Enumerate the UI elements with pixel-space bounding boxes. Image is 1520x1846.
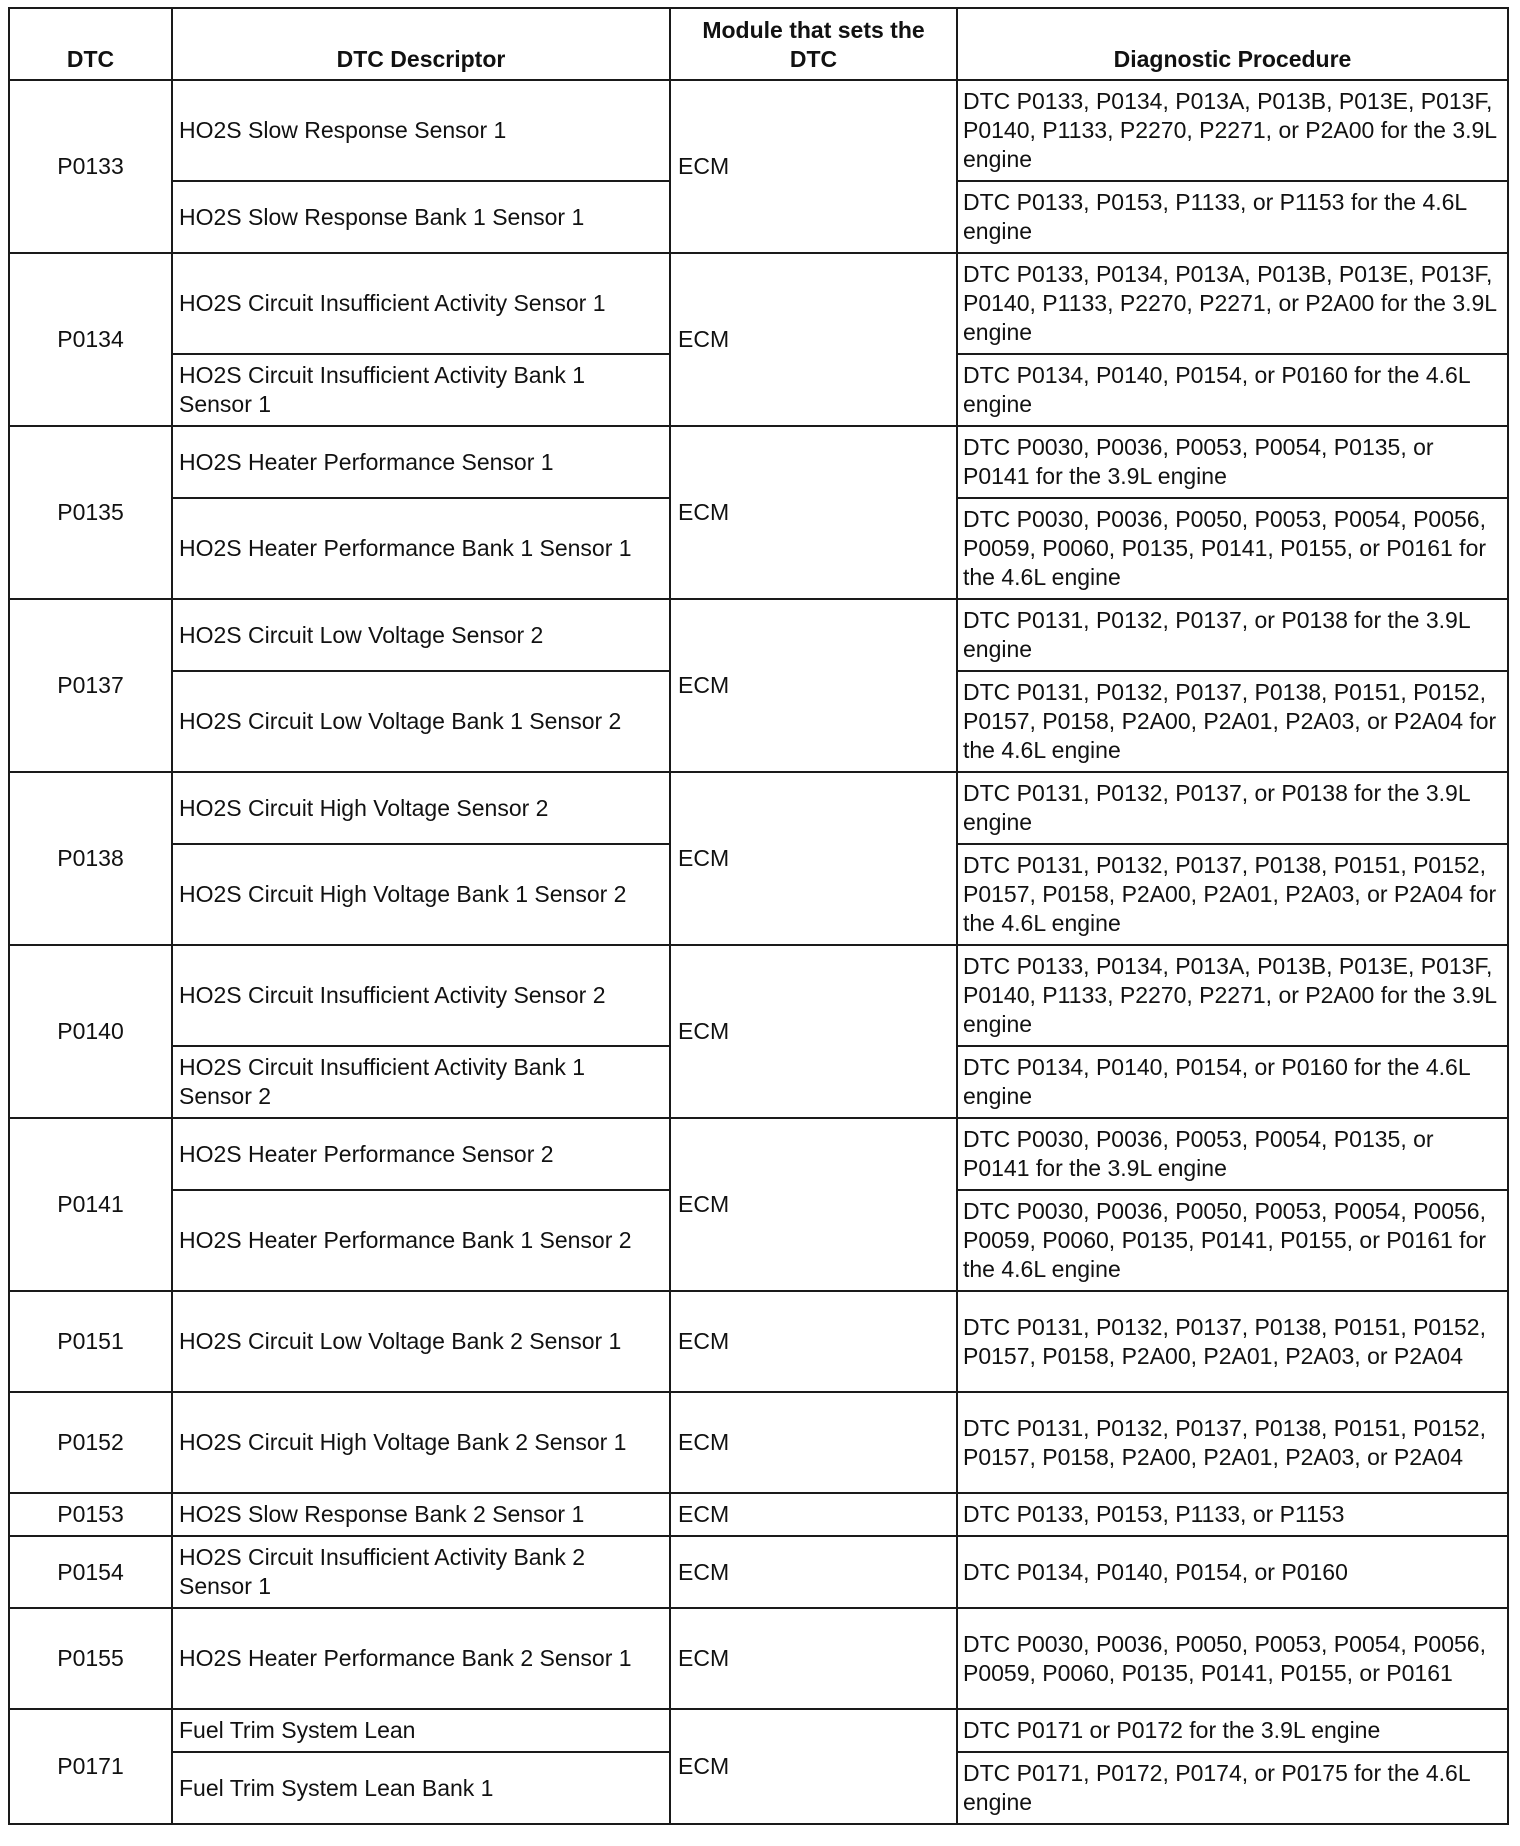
diagnostic-procedure: DTC P0171, P0172, P0174, or P0175 for the 4.6L engine (957, 1752, 1508, 1824)
diagnostic-procedure: DTC P0133, P0134, P013A, P013B, P013E, P013F, P0140, P1133, P2270, P2271, or P2A00 for the 3.9L engine (957, 945, 1508, 1046)
module-name: ECM (670, 80, 957, 253)
diagnostic-procedure: DTC P0133, P0153, P1133, or P1153 for the 4.6L engine (957, 181, 1508, 253)
dtc-descriptor: Fuel Trim System Lean (172, 1709, 670, 1752)
diagnostic-procedure: DTC P0131, P0132, P0137, P0138, P0151, P0152, P0157, P0158, P2A00, P2A01, P2A03, or P2A04 (957, 1291, 1508, 1392)
header-row (9, 8, 1508, 80)
dtc-code: P0152 (9, 1392, 172, 1493)
dtc-code: P0155 (9, 1608, 172, 1709)
module-name: ECM (670, 945, 957, 1118)
dtc-code: P0135 (9, 426, 172, 599)
module-name: ECM (670, 1536, 957, 1608)
dtc-descriptor: Fuel Trim System Lean Bank 1 (172, 1752, 670, 1824)
dtc-descriptor: HO2S Circuit Insufficient Activity Sensor 2 (172, 945, 670, 1046)
diagnostic-procedure: DTC P0133, P0153, P1133, or P1153 (957, 1493, 1508, 1536)
diagnostic-procedure: DTC P0134, P0140, P0154, or P0160 for the 4.6L engine (957, 1046, 1508, 1118)
dtc-code: P0171 (9, 1709, 172, 1824)
diagnostic-procedure: DTC P0131, P0132, P0137, P0138, P0151, P0152, P0157, P0158, P2A00, P2A01, P2A03, or P2A04 for the 4.6L engine (957, 671, 1508, 772)
dtc-code: P0141 (9, 1118, 172, 1291)
dtc-descriptor: HO2S Circuit High Voltage Sensor 2 (172, 772, 670, 844)
dtc-code: P0151 (9, 1291, 172, 1392)
dtc-descriptor: HO2S Circuit Insufficient Activity Bank 1 Sensor 2 (172, 1046, 670, 1118)
dtc-descriptor: HO2S Circuit High Voltage Bank 2 Sensor 1 (172, 1392, 670, 1493)
diagnostic-procedure: DTC P0030, P0036, P0053, P0054, P0135, or P0141 for the 3.9L engine (957, 1118, 1508, 1190)
dtc-code: P0138 (9, 772, 172, 945)
diagnostic-procedure: DTC P0131, P0132, P0137, P0138, P0151, P0152, P0157, P0158, P2A00, P2A01, P2A03, or P2A04 (957, 1392, 1508, 1493)
module-name: ECM (670, 1709, 957, 1824)
diagnostic-procedure: DTC P0131, P0132, P0137, P0138, P0151, P0152, P0157, P0158, P2A00, P2A01, P2A03, or P2A04 for the 4.6L engine (957, 844, 1508, 945)
table-row (9, 599, 1508, 671)
header-procedure: Diagnostic Procedure (957, 8, 1508, 80)
table-row (9, 1608, 1508, 1709)
diagnostic-procedure: DTC P0030, P0036, P0050, P0053, P0054, P0056, P0059, P0060, P0135, P0141, P0155, or P0161 for the 4.6L engine (957, 498, 1508, 599)
table-row (9, 1536, 1508, 1608)
table-row (9, 1118, 1508, 1190)
dtc-code: P0154 (9, 1536, 172, 1608)
table-row (9, 945, 1508, 1046)
dtc-code: P0153 (9, 1493, 172, 1536)
diagnostic-procedure: DTC P0131, P0132, P0137, or P0138 for the 3.9L engine (957, 772, 1508, 844)
table-row (9, 1709, 1508, 1752)
dtc-descriptor: HO2S Circuit Insufficient Activity Bank 2 Sensor 1 (172, 1536, 670, 1608)
dtc-code: P0137 (9, 599, 172, 772)
module-name: ECM (670, 1291, 957, 1392)
dtc-descriptor: HO2S Heater Performance Bank 1 Sensor 1 (172, 498, 670, 599)
diagnostic-procedure: DTC P0030, P0036, P0050, P0053, P0054, P0056, P0059, P0060, P0135, P0141, P0155, or P0161 (957, 1608, 1508, 1709)
table-row (9, 1392, 1508, 1493)
dtc-code: P0134 (9, 253, 172, 426)
dtc-descriptor: HO2S Circuit Insufficient Activity Bank 1 Sensor 1 (172, 354, 670, 426)
dtc-descriptor: HO2S Circuit Low Voltage Bank 1 Sensor 2 (172, 671, 670, 772)
module-name: ECM (670, 253, 957, 426)
table-row (9, 1291, 1508, 1392)
module-name: ECM (670, 1118, 957, 1291)
dtc-descriptor: HO2S Slow Response Bank 2 Sensor 1 (172, 1493, 670, 1536)
module-name: ECM (670, 1493, 957, 1536)
dtc-code: P0140 (9, 945, 172, 1118)
dtc-descriptor: HO2S Circuit Low Voltage Bank 2 Sensor 1 (172, 1291, 670, 1392)
dtc-descriptor: HO2S Heater Performance Bank 1 Sensor 2 (172, 1190, 670, 1291)
dtc-descriptor: HO2S Heater Performance Sensor 2 (172, 1118, 670, 1190)
module-name: ECM (670, 426, 957, 599)
dtc-descriptor: HO2S Slow Response Bank 1 Sensor 1 (172, 181, 670, 253)
dtc-descriptor: HO2S Heater Performance Sensor 1 (172, 426, 670, 498)
table-row (9, 80, 1508, 181)
dtc-table (8, 7, 1509, 1825)
dtc-code: P0133 (9, 80, 172, 253)
diagnostic-procedure: DTC P0171 or P0172 for the 3.9L engine (957, 1709, 1508, 1752)
table-row (9, 426, 1508, 498)
header-dtc: DTC (9, 8, 172, 80)
module-name: ECM (670, 599, 957, 772)
diagnostic-procedure: DTC P0133, P0134, P013A, P013B, P013E, P013F, P0140, P1133, P2270, P2271, or P2A00 for the 3.9L engine (957, 80, 1508, 181)
module-name: ECM (670, 772, 957, 945)
diagnostic-procedure: DTC P0131, P0132, P0137, or P0138 for the 3.9L engine (957, 599, 1508, 671)
diagnostic-procedure: DTC P0134, P0140, P0154, or P0160 for the 4.6L engine (957, 354, 1508, 426)
diagnostic-procedure: DTC P0030, P0036, P0053, P0054, P0135, or P0141 for the 3.9L engine (957, 426, 1508, 498)
table-row (9, 253, 1508, 354)
diagnostic-procedure: DTC P0030, P0036, P0050, P0053, P0054, P0056, P0059, P0060, P0135, P0141, P0155, or P0161 for the 4.6L engine (957, 1190, 1508, 1291)
dtc-descriptor: HO2S Heater Performance Bank 2 Sensor 1 (172, 1608, 670, 1709)
module-name: ECM (670, 1608, 957, 1709)
module-name: ECM (670, 1392, 957, 1493)
header-descriptor: DTC Descriptor (172, 8, 670, 80)
dtc-descriptor: HO2S Circuit Insufficient Activity Sensor 1 (172, 253, 670, 354)
header-module: Module that sets the DTC (670, 8, 957, 80)
table-row (9, 772, 1508, 844)
dtc-descriptor: HO2S Slow Response Sensor 1 (172, 80, 670, 181)
diagnostic-procedure: DTC P0133, P0134, P013A, P013B, P013E, P013F, P0140, P1133, P2270, P2271, or P2A00 for the 3.9L engine (957, 253, 1508, 354)
diagnostic-procedure: DTC P0134, P0140, P0154, or P0160 (957, 1536, 1508, 1608)
dtc-descriptor: HO2S Circuit Low Voltage Sensor 2 (172, 599, 670, 671)
table-row (9, 1493, 1508, 1536)
dtc-descriptor: HO2S Circuit High Voltage Bank 1 Sensor 2 (172, 844, 670, 945)
